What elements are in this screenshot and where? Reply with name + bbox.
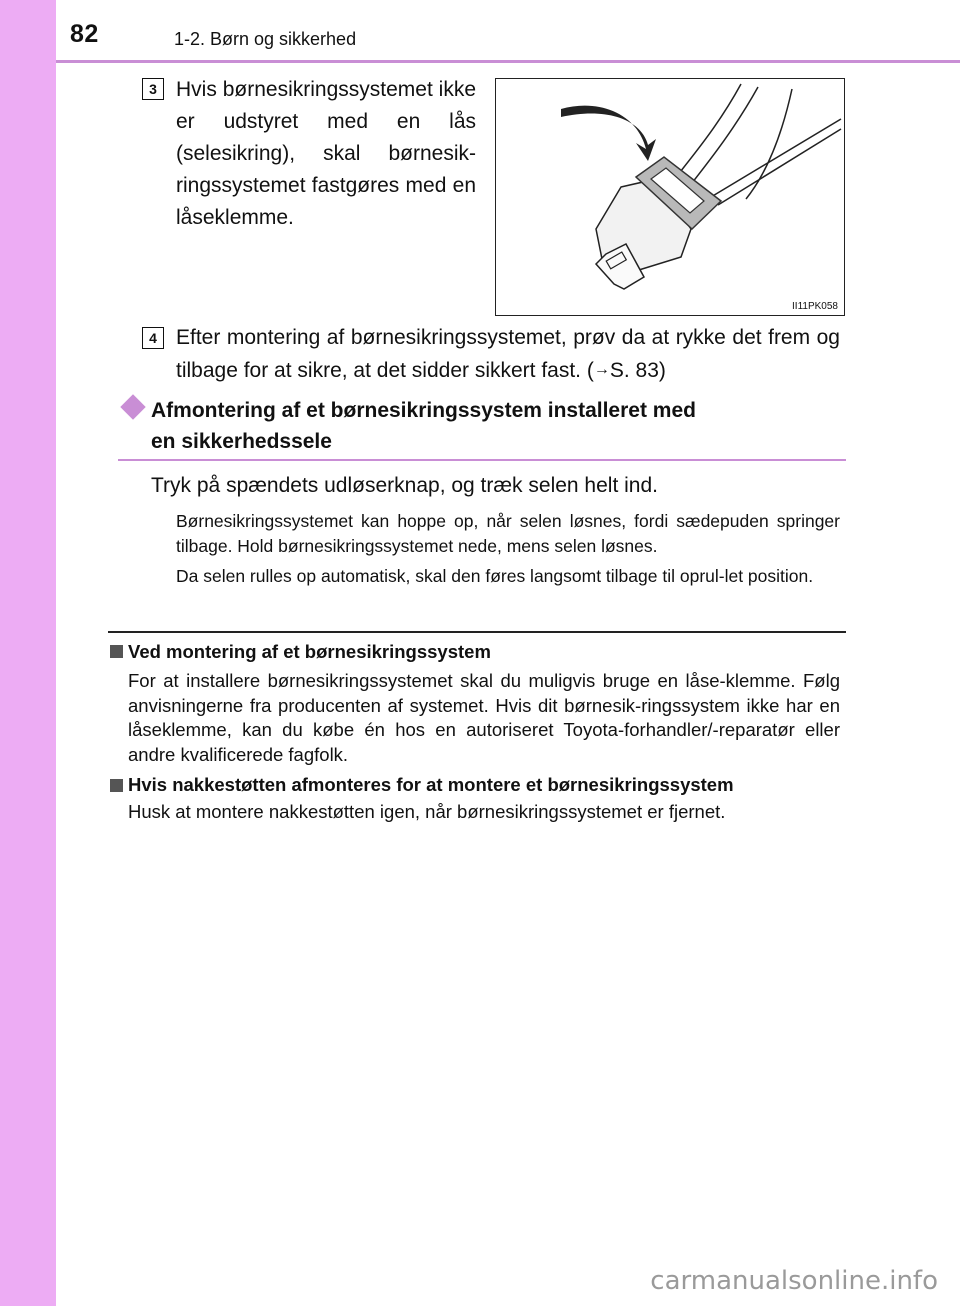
info-note-1-body: For at installere børnesikringssystemet skal du muligvis bruge en låse-klemme. Følg anvisningerne fra producenten af systemet. Hvis dit børnesik-ringssystem ikke har en låseklemme, kan du købe én hos en autoriseret Toyota-forhandler/-reparatør eller andre kvalificerede fagfolk. xyxy=(128,670,840,765)
square-bullet-icon xyxy=(110,645,123,658)
info-note-2-heading: Hvis nakkestøtten afmonteres for at montere et børnesikringssystem xyxy=(128,774,734,795)
arrow-icon: → xyxy=(593,361,610,378)
diamond-bullet-icon xyxy=(120,394,145,419)
removal-note-2: Da selen rulles op automatisk, skal den føres langsomt tilbage til oprul-let position. xyxy=(176,566,814,586)
info-note-2-body: Husk at montere nakkestøtten igen, når børnesikringssystemet er fjernet. xyxy=(128,801,726,822)
removal-instruction: Tryk på spændets udløserknap, og træk selen helt ind. xyxy=(151,474,658,497)
step-badge-3: 3 xyxy=(142,78,164,100)
watermark: carmanualsonline.info xyxy=(650,1266,938,1296)
step-4-text-main: Efter montering af børnesikringssystemet, prøv da at rykke det frem og tilbage for at sikre, at det sidder sikkert fast. ( xyxy=(176,326,840,382)
removal-heading xyxy=(151,395,831,457)
page-header xyxy=(0,0,960,62)
left-margin-tab xyxy=(0,0,56,1306)
figure-code: II11PK058 xyxy=(792,301,838,312)
square-bullet-icon xyxy=(110,779,123,792)
section-title: 1-2. Børn og sikkerhed xyxy=(174,29,357,49)
step-badge-4: 4 xyxy=(142,327,164,349)
header-rule xyxy=(56,60,960,63)
removal-heading-line-2: en sikkerhedssele xyxy=(151,430,332,453)
page-reference: S. 83) xyxy=(609,359,666,382)
section-divider xyxy=(108,631,846,633)
seatbelt-figure xyxy=(495,78,845,316)
seatbelt-lock-clip-illustration xyxy=(496,79,843,314)
info-note-1-heading: Ved montering af et børnesikringssystem xyxy=(128,641,491,662)
removal-note-1: Børnesikringssystemet kan hoppe op, når selen løsnes, fordi sædepuden springer tilbage. Hold børnesikringssystemet nede, mens selen løsnes. xyxy=(176,511,840,556)
heading-underline xyxy=(118,459,846,461)
step-4-text xyxy=(176,322,840,387)
header-tab xyxy=(0,0,56,62)
step-3-text: Hvis børnesikringssystemet ikke er udstyret med en lås (selesikring), skal børnesik-ringssystemet fastgøres med en låseklemme. xyxy=(176,78,476,229)
removal-heading-line-1: Afmontering af et børnesikringssystem installeret med xyxy=(151,399,696,422)
page-number: 82 xyxy=(70,20,99,48)
